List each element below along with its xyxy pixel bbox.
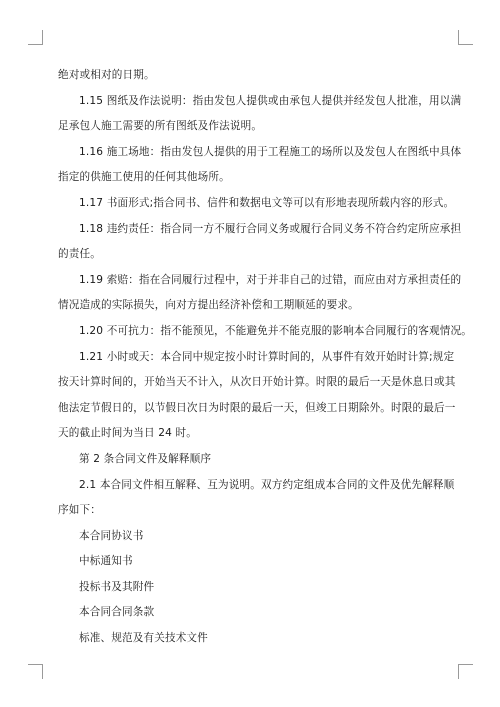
clause-1-16: 1.16 施工场地：指由发包人提供的用于工程施工的场所以及发包人在图纸中具体: [79, 145, 462, 158]
text-line: 的责任。: [58, 248, 101, 261]
document-body: [58, 63, 472, 652]
text-line: 指定的供施工使用的任何其他场所。: [58, 171, 230, 184]
clause-1-19: 1.19 索赔：指在合同履行过程中，对于并非自己的过错，而应由对方承担责任的: [79, 273, 462, 286]
text-line: 序如下：: [58, 504, 101, 517]
clause-1-15: 1.15 图纸及作法说明：指由发包人提供或由承包人提供并经发包人批准，用以满: [79, 94, 462, 107]
clause-1-17: 1.17 书面形式;指合同书、信件和数据电文等可以有形地表现所载内容的形式。: [79, 196, 455, 209]
text-line: 情况造成的实际损失，向对方提出经济补偿和工期顺延的要求。: [58, 299, 359, 312]
clause-1-18: 1.18 违约责任：指合同一方不履行合同义务或履行合同义务不符合约定所应承担: [79, 222, 462, 235]
list-item: 标准、规范及有关技术文件: [79, 632, 208, 645]
text-line: 天的截止时间为当日 24 时。: [58, 427, 197, 440]
list-item: 本合同协议书: [79, 529, 144, 542]
section-heading: 第 2 条合同文件及解释顺序: [79, 452, 212, 465]
text-line: 按天计算时间的，开始当天不计入，从次日开始计算。时限的最后一天是休息日或其: [58, 376, 456, 389]
text-line: 足承包人施工需要的所有图纸及作法说明。: [58, 120, 263, 133]
clause-1-21: 1.21 小时或天：本合同中规定按小时计算时间的，从事件有效开始时计算;规定: [79, 350, 455, 363]
crop-mark-bottom-right: [458, 664, 473, 679]
crop-mark-top-right: [458, 30, 473, 45]
clause-2-1: 2.1 本合同文件相互解释、互为说明。双方约定组成本合同的文件及优先解释顺: [79, 478, 455, 491]
text-line: 绝对或相对的日期。: [58, 69, 155, 81]
list-item: 投标书及其附件: [79, 580, 155, 593]
list-item: 本合同合同条款: [79, 606, 155, 619]
text-line: 他法定节假日的，以节假日次日为时限的最后一天，但竣工日期除外。时限的最后一: [58, 401, 456, 414]
crop-mark-bottom-left: [28, 664, 43, 679]
clause-1-20: 1.20 不可抗力：指不能预见，不能避免并不能克服的影响本合同履行的客观情况。: [79, 324, 472, 337]
crop-mark-top-left: [28, 30, 43, 45]
list-item: 中标通知书: [79, 555, 133, 568]
